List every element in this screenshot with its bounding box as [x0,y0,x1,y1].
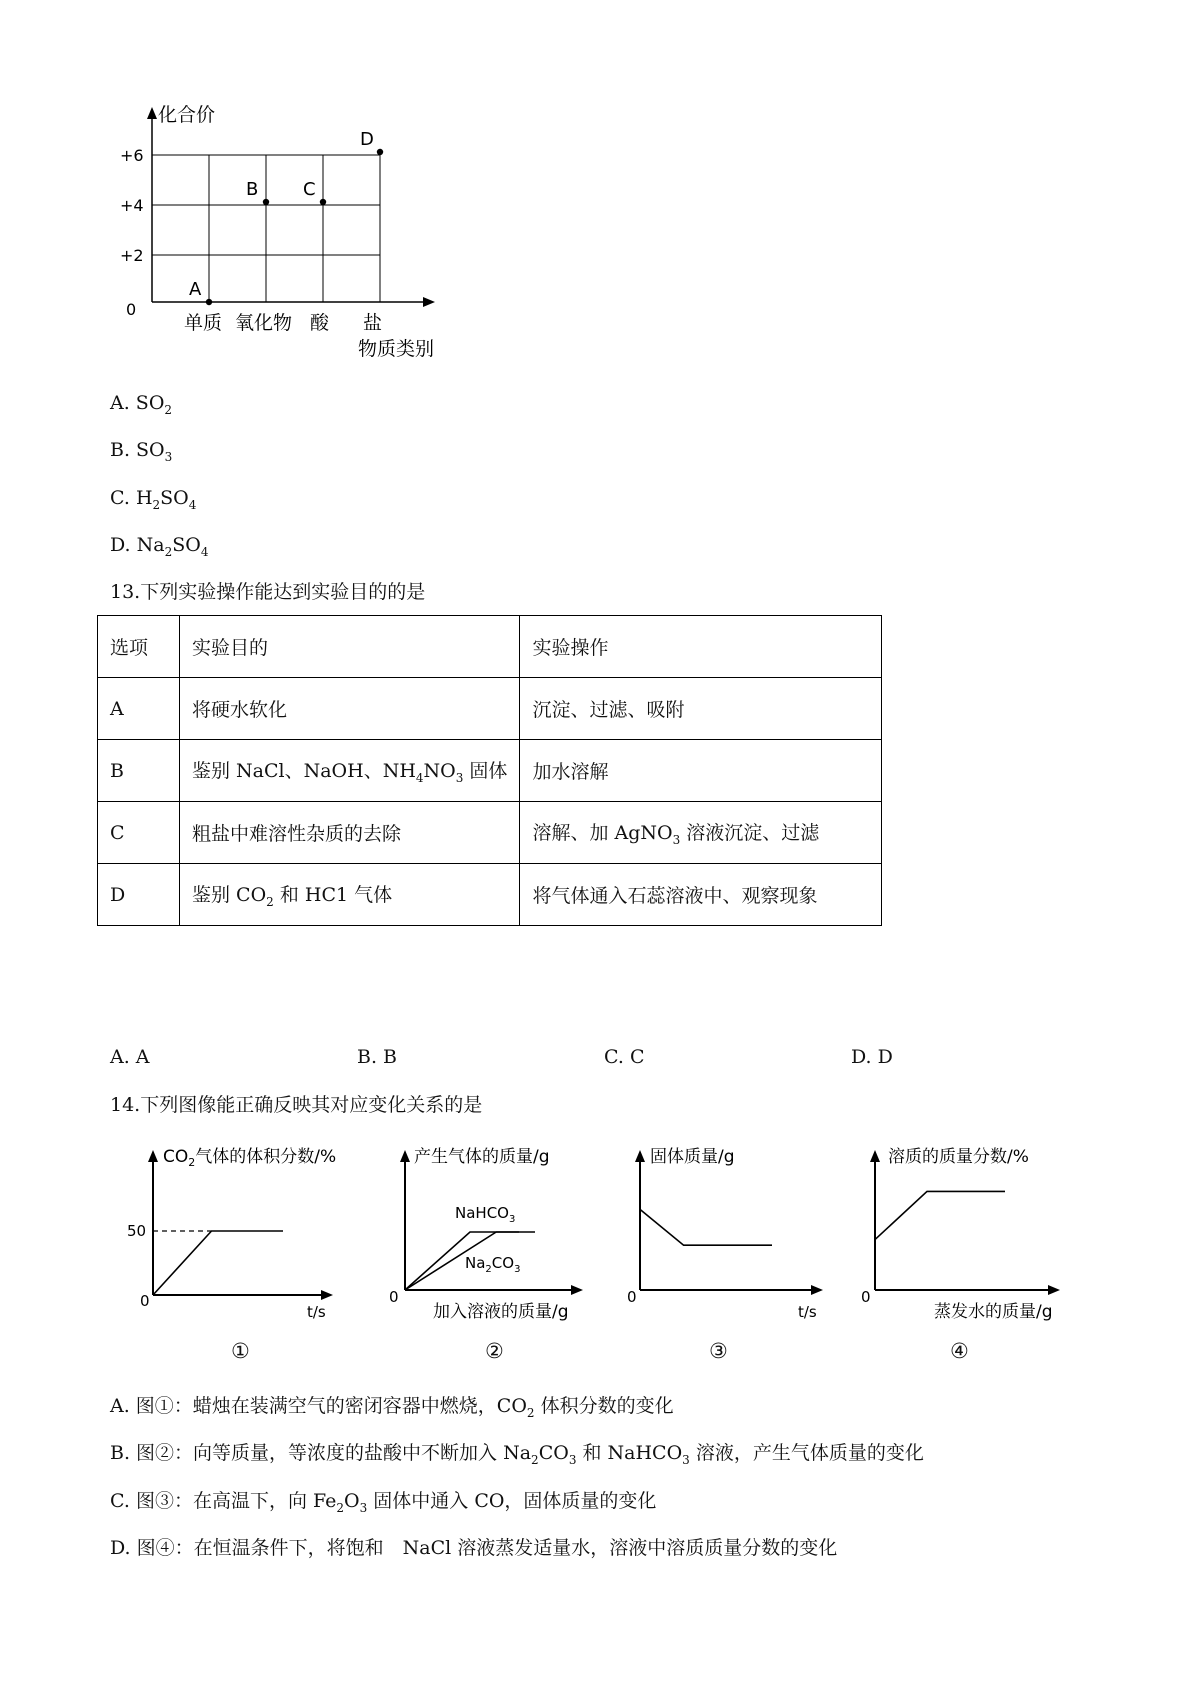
cell-operation: 加水溶解 [520,740,882,802]
x-axis-label: 加入溶液的质量/g [433,1302,569,1322]
q12-option-b[interactable]: B. $SO_3$ [110,439,173,464]
q12-option-c[interactable]: C. $H_2SO_4$ [110,487,197,512]
q14-option-d[interactable]: D. 图④：在恒温条件下，将饱和 NaCl 溶液蒸发适量水，溶液中溶质质量分数的变化 [110,1537,838,1559]
y-axis-arrow [870,1150,880,1162]
q13-title: 13.下列实验操作能达到实验目的的是 [110,581,426,603]
table-header-row [98,616,882,678]
point-d [377,149,383,155]
graph-2-number: ② [485,1339,504,1363]
cell-option: A [98,678,180,740]
q12-option-d[interactable]: D. $Na_2SO_4$ [110,534,209,559]
y-tick-label: +6 [120,146,144,165]
graph-4-number: ④ [950,1339,969,1363]
x-axis-arrow [811,1285,823,1295]
q13-choice-b[interactable]: B. B [357,1046,398,1068]
q12-option-a[interactable]: A. $SO_2$ [110,392,173,417]
valence-grid [152,155,380,302]
y-axis-arrow [147,107,157,119]
x-tick-label: 盐 [363,312,383,334]
cell-option: C [98,802,180,864]
point-a [206,299,212,305]
y-axis-label: 化合价 [158,104,216,126]
series-label-nahco3: NaHCO$_3$ [455,1204,516,1225]
valence-chart [100,95,560,365]
q13-choice-d[interactable]: D. D [851,1046,893,1068]
x-axis-arrow [1048,1285,1060,1295]
x-axis-arrow [423,297,435,307]
point-label-c: C [303,179,316,200]
cell-operation: 溶解、加 AgNO$_3$ 溶液沉淀、过滤 [520,802,882,864]
y-axis-label: 溶质的质量分数/% [888,1147,1029,1167]
point-c [320,199,326,205]
table-row [98,678,882,740]
y-axis-label: $CO_2$气体的体积分数/% [163,1147,337,1169]
experiment-table [97,615,882,926]
x-axis-label: t/s [798,1303,817,1321]
cell-goal: 将硬水软化 [180,678,520,740]
cell-option: D [98,864,180,926]
table-row [98,864,882,926]
point-b [263,199,269,205]
q14-option-b[interactable]: B. 图②：向等质量，等浓度的盐酸中不断加入 $Na_2CO_3$ 和 NaHCO$_3$ 溶液，产生气体质量的变化 [110,1442,924,1467]
x-axis-arrow [571,1285,583,1295]
series-line [875,1191,1005,1239]
y-tick-label: +4 [120,196,144,215]
graph-2 [375,1140,610,1325]
series-line [153,1231,283,1295]
q14-option-c[interactable]: C. 图③：在高温下，向 $Fe_2O_3$ 固体中通入 CO，固体质量的变化 [110,1490,657,1515]
q14-option-a[interactable]: A. 图①：蜡烛在装满空气的密闭容器中燃烧，$CO_2$ 体积分数的变化 [110,1395,674,1420]
header-option: 选项 [98,616,180,678]
series-line [640,1209,772,1245]
y-axis-arrow [400,1150,410,1162]
x-tick-label: 氧化物 [235,312,293,334]
cell-operation: 沉淀、过滤、吸附 [520,678,882,740]
origin-label: 0 [627,1288,637,1306]
graph-1 [125,1140,360,1325]
y-axis-arrow [635,1150,645,1162]
point-label-b: B [246,179,259,200]
graph-3 [615,1140,850,1325]
cell-goal: 粗盐中难溶性杂质的去除 [180,802,520,864]
graph-1-number: ① [231,1339,250,1363]
series-label-na2co3: $Na_2CO_3$ [465,1254,521,1275]
table-row [98,740,882,802]
cell-goal: 鉴别 NaCl、NaOH、$NH_4NO_3$ 固体 [180,740,520,802]
y-axis-arrow [148,1150,158,1162]
graph-4 [850,1140,1100,1325]
graph-3-number: ③ [709,1339,728,1363]
q13-choice-c[interactable]: C. C [604,1046,645,1068]
y-axis-label: 固体质量/g [650,1147,735,1167]
origin-label: 0 [126,300,137,319]
x-axis-label: t/s [307,1303,326,1321]
origin-label: 0 [389,1288,399,1306]
y-tick-label: 50 [127,1222,147,1240]
x-axis-arrow [321,1290,333,1300]
origin-label: 0 [140,1292,150,1310]
x-axis-label: 物质类别 [358,338,435,360]
q14-title: 14.下列图像能正确反映其对应变化关系的是 [110,1094,483,1116]
cell-operation: 将气体通入石蕊溶液中、观察现象 [520,864,882,926]
table-row [98,802,882,864]
q13-choice-a[interactable]: A. A [110,1046,150,1068]
x-tick-label: 酸 [310,312,330,334]
y-tick-label: +2 [120,246,144,265]
point-label-a: A [189,279,202,300]
cell-option: B [98,740,180,802]
header-goal: 实验目的 [180,616,520,678]
x-tick-label: 单质 [184,312,223,334]
header-operation: 实验操作 [520,616,882,678]
x-axis-label: 蒸发水的质量/g [934,1302,1053,1322]
point-label-d: D [360,129,374,150]
cell-goal: 鉴别 $CO_2$ 和 HC1 气体 [180,864,520,926]
origin-label: 0 [861,1288,871,1306]
y-axis-label: 产生气体的质量/g [414,1147,550,1167]
